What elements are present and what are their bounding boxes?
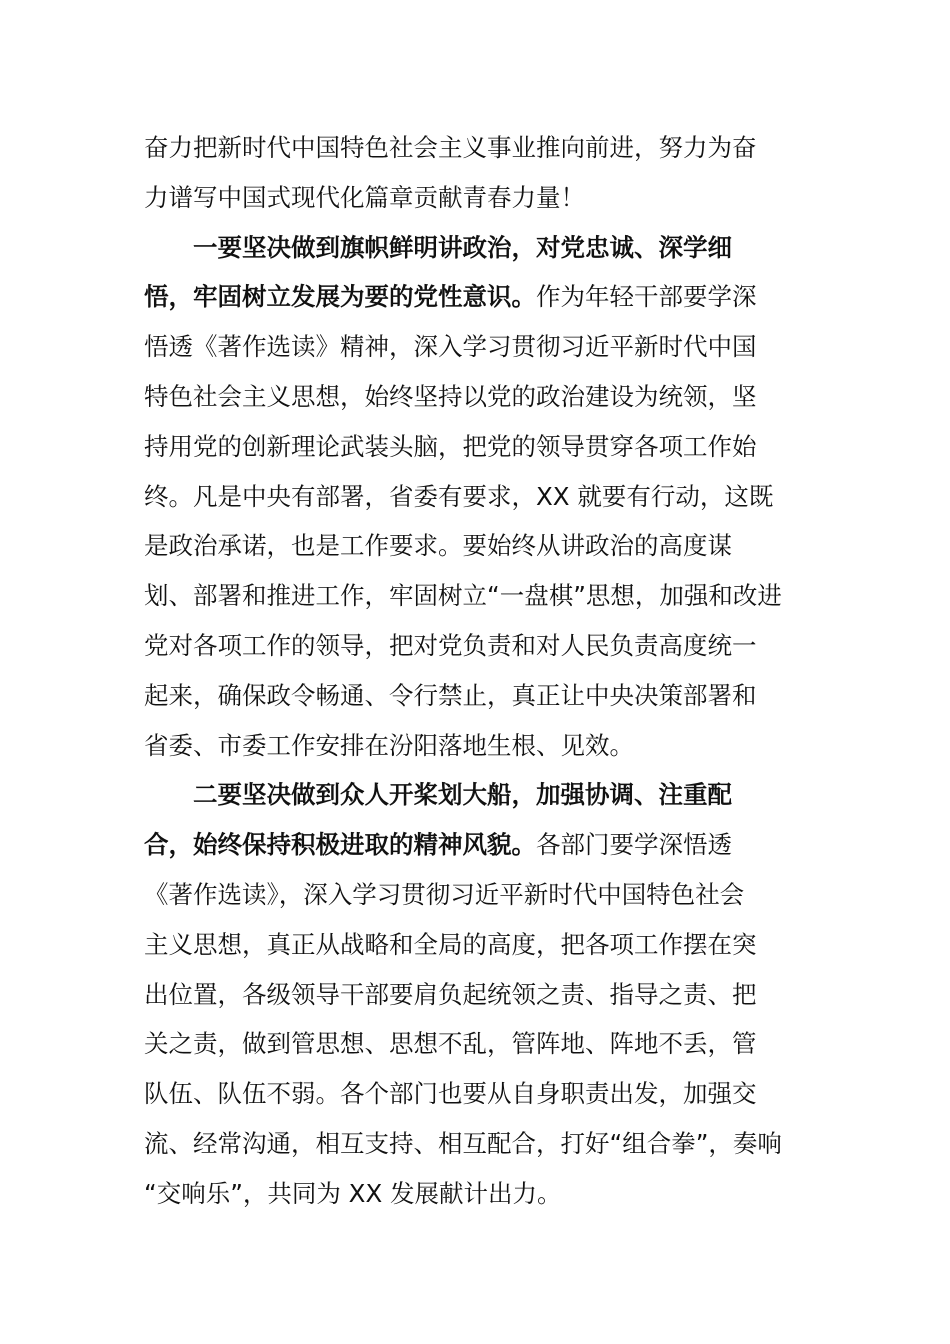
section2-heading-text: 合，始终保持积极进取的精神风貌。 xyxy=(144,830,536,860)
body-line: 党对各项工作的领导，把对党负责和对人民负责高度统一 xyxy=(144,630,757,660)
section2-heading-line xyxy=(144,820,804,870)
body-line: 持用党的创新理论武装头脑，把党的领导贯穿各项工作始 xyxy=(144,431,757,461)
document-body xyxy=(144,123,804,1219)
body-line: 划、部署和推进工作，牢固树立“一盘棋”思想，加强和改进 xyxy=(144,581,782,611)
body-line: “交响乐”，共同为 XX 发展献计出力。 xyxy=(144,1178,562,1208)
section2-heading-line xyxy=(144,770,804,820)
section1-heading-line xyxy=(144,272,804,322)
body-line: 出位置，各级领导干部要肩负起统领之责、指导之责、把 xyxy=(144,979,757,1009)
body-line: 悟透《著作选读》精神，深入学习贯彻习近平新时代中国 xyxy=(144,332,757,362)
section1-heading-text: 一要坚决做到旗帜鲜明讲政治，对党忠诚、深学细 xyxy=(193,232,732,262)
section1-heading-text: 悟，牢固树立发展为要的党性意识。 xyxy=(144,282,536,312)
body-line: 关之责，做到管思想、思想不乱，管阵地、阵地不丢，管 xyxy=(144,1029,757,1059)
body-line: 是政治承诺，也是工作要求。要始终从讲政治的高度谋 xyxy=(144,531,732,561)
body-line: 力谱写中国式现代化篇章贡献青春力量！ xyxy=(144,182,585,212)
body-text: 各部门要学深悟透 xyxy=(536,830,732,860)
body-line: 省委、市委工作安排在汾阳落地生根、见效。 xyxy=(144,730,634,760)
body-line: 流、经常沟通，相互支持、相互配合，打好“组合拳”，奏响 xyxy=(144,1128,782,1158)
body-line: 奋力把新时代中国特色社会主义事业推向前进，努力为奋 xyxy=(144,133,757,162)
body-line: 特色社会主义思想，始终坚持以党的政治建设为统领，坚 xyxy=(144,381,757,411)
body-line: 《著作选读》，深入学习贯彻习近平新时代中国特色社会 xyxy=(144,879,745,909)
body-line: 终。凡是中央有部署，省委有要求，XX 就要有行动，这既 xyxy=(144,481,774,511)
body-line: 主义思想，真正从战略和全局的高度，把各项工作摆在突 xyxy=(144,929,757,959)
body-line: 队伍、队伍不弱。各个部门也要从自身职责出发，加强交 xyxy=(144,1079,757,1109)
section2-heading-text: 二要坚决做到众人开桨划大船，加强协调、注重配 xyxy=(193,780,732,810)
body-text: 作为年轻干部要学深 xyxy=(536,282,757,312)
body-line: 起来，确保政令畅通、令行禁止，真正让中央决策部署和 xyxy=(144,680,757,710)
section1-heading-line xyxy=(144,223,804,273)
